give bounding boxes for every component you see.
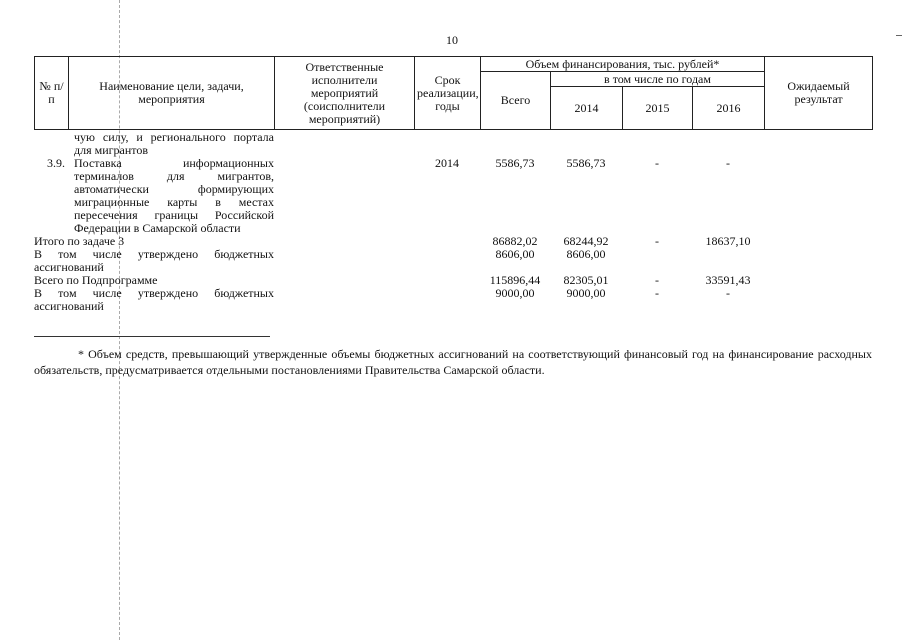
task3-2015-value: -: [655, 234, 659, 248]
table-end-rule: [34, 336, 270, 337]
header-total: Всего: [481, 72, 551, 130]
table-header: [34, 56, 873, 130]
header-num: № п/п: [35, 57, 69, 130]
row-total: 5586,73: [495, 156, 535, 170]
task3-2016-value: 18637,10: [705, 234, 751, 248]
row-2015: -: [655, 156, 659, 170]
task3-approved-label: В том числе утверждено бюджетных ассигнований: [34, 247, 274, 274]
header-year-2016: 2016: [693, 87, 765, 130]
program-2015-value: -: [655, 273, 659, 287]
scan-mark: [896, 35, 902, 36]
row-number: 3.9.: [47, 156, 65, 170]
task3-total-value: 86882,02: [492, 234, 538, 248]
header-year-2014: 2014: [551, 87, 623, 130]
task3-2014-value: 68244,92: [563, 234, 609, 248]
program-total-label: Всего по Подпрограмме: [34, 273, 158, 287]
header-result: Ожидаемый результат: [765, 57, 873, 130]
header-year-2015: 2015: [623, 87, 693, 130]
program-total-value: 115896,44: [489, 273, 541, 287]
footnote: * Объем средств, превышающий утвержденные объемы бюджетных ассигнований на соответствующий финансовый год на финансирование расходных обязательств, предусматривается отдельными постановлениями Правительства Самарской области.: [34, 347, 872, 377]
task3-approved-total: 8606,00: [495, 247, 535, 261]
table-row: [34, 131, 872, 157]
program-approved-2016: -: [726, 286, 730, 300]
row-term: 2014: [435, 156, 459, 170]
program-2014-value: 82305,01: [563, 273, 609, 287]
table-row: [34, 287, 872, 313]
header-name: Наименование цели, задачи, мероприятия: [69, 57, 275, 130]
continuation-text: чую силу, и регионального портала для мигрантов: [74, 130, 274, 157]
table-row: [34, 157, 872, 235]
program-approved-label: В том числе утверждено бюджетных ассигнований: [34, 286, 274, 313]
table-row: [34, 248, 872, 274]
program-approved-2014: 9000,00: [566, 286, 606, 300]
header-executors: Ответственные исполнители мероприятий (соисполнители мероприятий): [275, 57, 415, 130]
page-number: 10: [446, 33, 458, 47]
row-2016: -: [726, 156, 730, 170]
header-by-years: в том числе по годам: [551, 72, 765, 87]
header-term: Срок реализации, годы: [415, 57, 481, 130]
program-2016-value: 33591,43: [705, 273, 751, 287]
program-approved-2015: -: [655, 286, 659, 300]
task3-approved-2014: 8606,00: [566, 247, 606, 261]
program-approved-total: 9000,00: [495, 286, 535, 300]
row-2014: 5586,73: [566, 156, 606, 170]
header-funding: Объем финансирования, тыс. рублей*: [481, 57, 765, 72]
row-name: Поставка информационных терминалов для мигрантов, автоматически формирующих миграционные карты в местах пересечения границы Российской Федерации в Самарской области: [74, 156, 274, 235]
table-body: [34, 131, 872, 313]
task3-total-label: Итого по задаче 3: [34, 234, 125, 248]
